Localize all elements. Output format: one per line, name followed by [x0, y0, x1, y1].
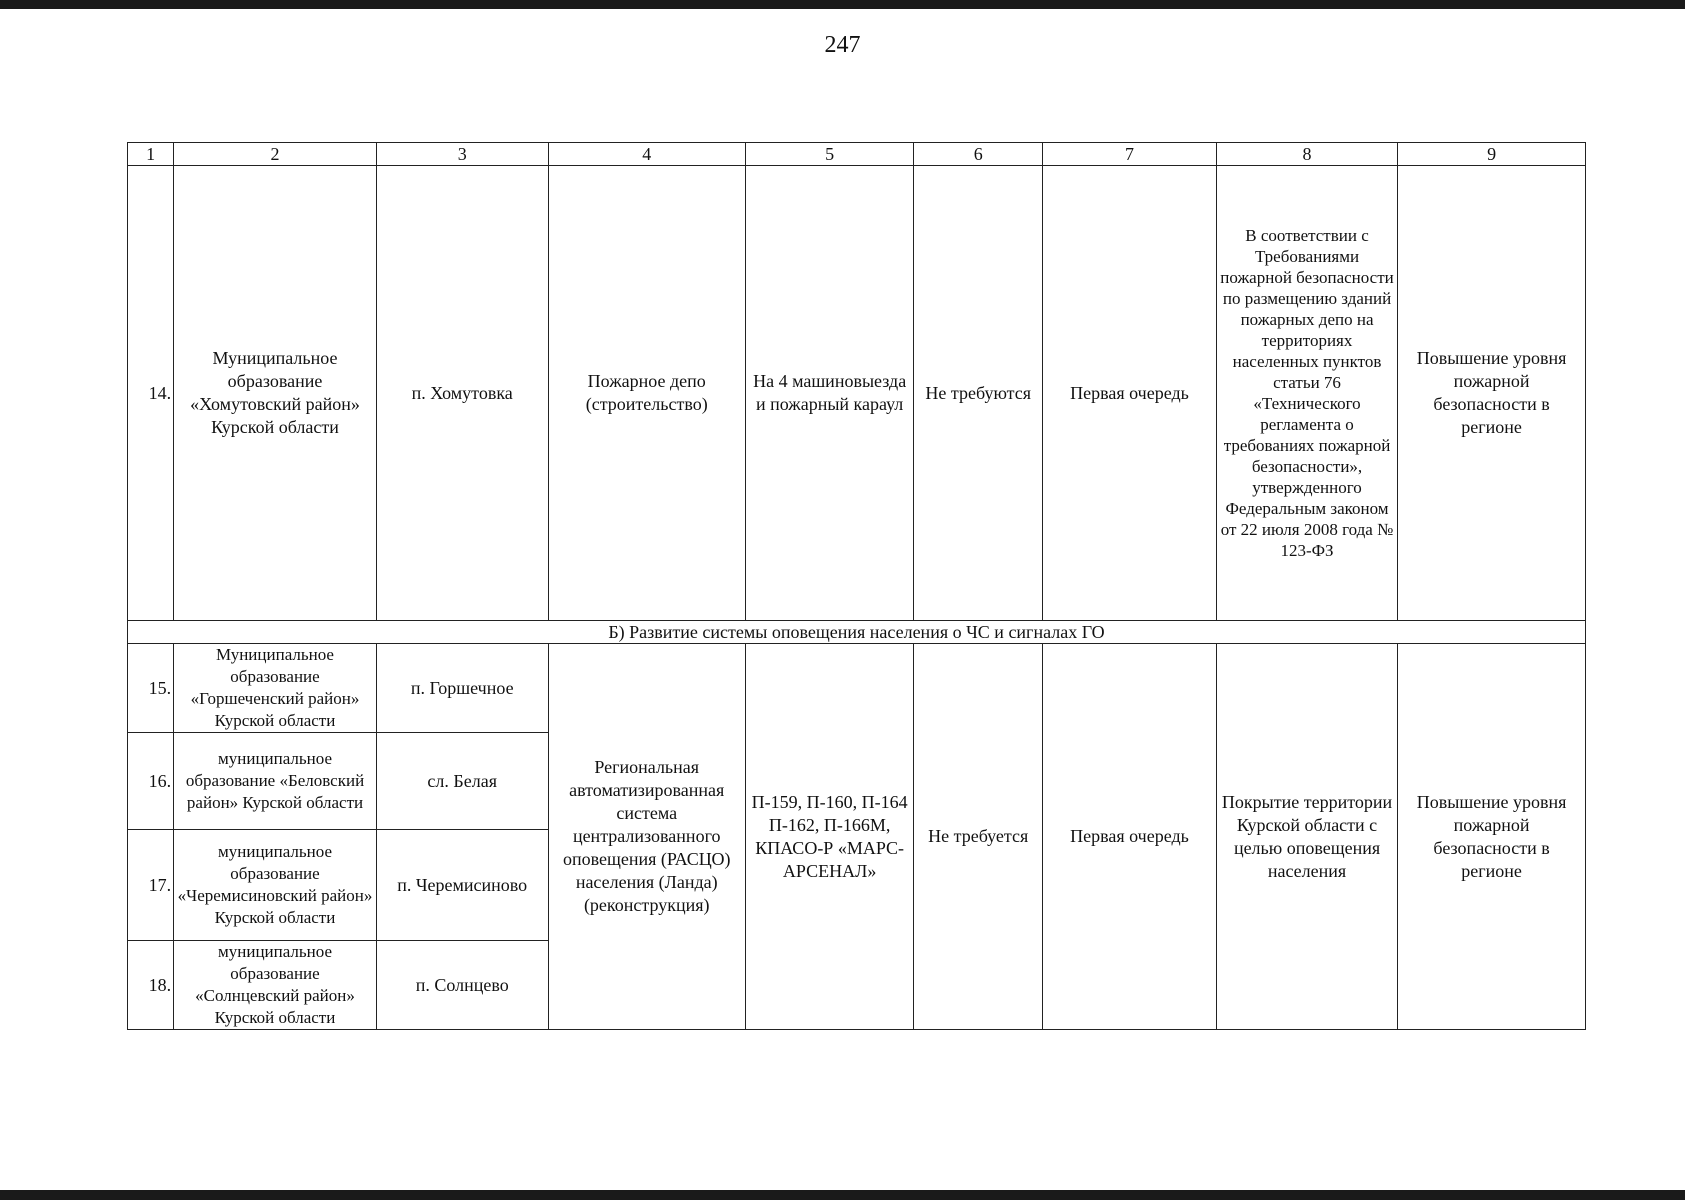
- column-number: 4: [548, 143, 745, 166]
- municipality-cell: Муниципальное образование «Горшеченский район» Курской области: [174, 644, 377, 733]
- justification-cell: Покрытие территории Курской области с целью оповещения населения: [1216, 644, 1397, 1030]
- table-row: [128, 644, 1586, 733]
- section-row: [128, 621, 1586, 644]
- column-number: 5: [745, 143, 913, 166]
- column-number: 7: [1043, 143, 1217, 166]
- priority-cell: Первая очередь: [1043, 644, 1217, 1030]
- column-number: 1: [128, 143, 174, 166]
- page-number: 247: [824, 32, 861, 58]
- row-number: 16.: [128, 733, 174, 830]
- table-row: [128, 166, 1586, 621]
- object-cell: Пожарное депо (строительство): [548, 166, 745, 621]
- settlement-cell: п. Солнцево: [376, 941, 548, 1030]
- row-number: 14.: [128, 166, 174, 621]
- effect-cell: Повышение уровня пожарной безопасности в регионе: [1398, 166, 1586, 621]
- column-number: 2: [174, 143, 377, 166]
- row-number: 17.: [128, 830, 174, 941]
- scan-border-top: [0, 0, 1685, 9]
- object-cell: Региональная автоматизированная система централизованного оповещения (РАСЦО) населения (Ланда) (реконструкция): [548, 644, 745, 1030]
- capacity-cell: П-159, П-160, П-164 П-162, П-166М, КПАСО-Р «МАРС-АРСЕНАЛ»: [745, 644, 913, 1030]
- section-title: Б) Развитие системы оповещения населения о ЧС и сигналах ГО: [128, 621, 1586, 644]
- scan-border-bottom: [0, 1190, 1685, 1200]
- column-number-row: [128, 143, 1586, 166]
- settlement-cell: сл. Белая: [376, 733, 548, 830]
- row-number: 18.: [128, 941, 174, 1030]
- municipality-cell: муниципальное образование «Черемисиновский район» Курской области: [174, 830, 377, 941]
- column-number: 9: [1398, 143, 1586, 166]
- col6-cell: Не требуются: [914, 166, 1043, 621]
- col6-cell: Не требуется: [914, 644, 1043, 1030]
- settlement-cell: п. Горшечное: [376, 644, 548, 733]
- capacity-cell: На 4 машиновыезда и пожарный караул: [745, 166, 913, 621]
- priority-cell: Первая очередь: [1043, 166, 1217, 621]
- row-number: 15.: [128, 644, 174, 733]
- municipality-cell: Муниципальное образование «Хомутовский район» Курской области: [174, 166, 377, 621]
- column-number: 3: [376, 143, 548, 166]
- municipality-cell: муниципальное образование «Беловский район» Курской области: [174, 733, 377, 830]
- justification-cell: В соответствии с Требованиями пожарной безопасности по размещению зданий пожарных депо на территориях населенных пунктов статьи 76 «Технического регламента о требованиях пожарной безопасности», утвержденного Федеральным законом от 22 июля 2008 года № 123-ФЗ: [1216, 166, 1397, 621]
- settlement-cell: п. Черемисиново: [376, 830, 548, 941]
- column-number: 8: [1216, 143, 1397, 166]
- effect-cell: Повышение уровня пожарной безопасности в регионе: [1398, 644, 1586, 1030]
- data-table: [127, 142, 1586, 1030]
- settlement-cell: п. Хомутовка: [376, 166, 548, 621]
- municipality-cell: муниципальное образование «Солнцевский район» Курской области: [174, 941, 377, 1030]
- column-number: 6: [914, 143, 1043, 166]
